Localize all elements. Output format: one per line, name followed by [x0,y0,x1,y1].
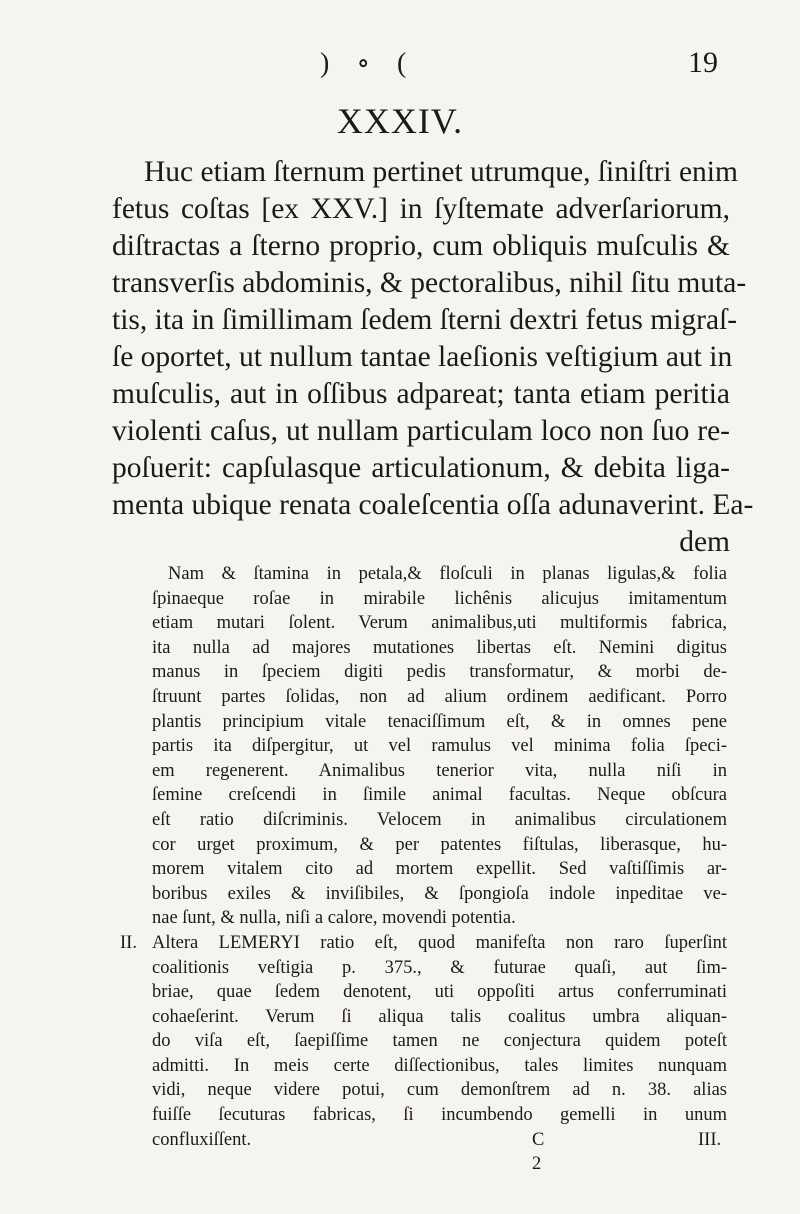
note-line: Altera LEMERYI ratio eſt, quod manifeſta non raro ſuperſint [152,932,727,953]
note-line: morem vitalem cito ad mortem expellit. Sed vaſtiſſimis ar- [152,859,727,880]
note-number: II. [120,932,137,953]
text-line: tis, ita in ſimillimam ſedem ſterni dextri fetus migraſ- [112,304,738,336]
text-line: ſe oportet, ut nullum tantae laeſionis veſtigium aut in [112,341,733,373]
note-line: ſemine creſcendi in ſimile animal facultas. Neque obſcura [152,785,727,806]
note-line: briae, quae ſedem denotent, uti oppoſiti artus conferruminati [152,982,727,1003]
note-line: confluxiſſent. [152,1129,252,1150]
note-line: Nam & ſtamina in petala,& floſculi in planas ligulas,& folia [168,564,727,584]
note-line: cohaeſerint. Verum ſi aliqua talis coalitus umbra aliquan- [152,1006,727,1027]
note-line: boribus exiles & inviſibiles, & ſpongioſa indole inpeditae ve- [152,883,727,904]
section-heading: XXXIV. [336,101,464,141]
note-line: ſtruunt partes ſolidas, non ad alium ordinem aedificant. Porro [152,686,727,707]
note-line: etiam mutari ſolent. Verum animalibus,uti multiformis fabrica, [152,613,727,634]
header-ornament: ) ∘ ( [320,48,417,79]
note-line: vidi, neque videre potui, cum demonſtrem ad n. 38. alias [152,1080,727,1101]
catchword: III. [698,1129,722,1150]
note-line: manus in ſpeciem digiti pedis transformatur, & morbi de- [152,662,727,683]
footnotes [120,562,727,1175]
page-header [0,46,800,86]
page-number: 19 [688,46,718,79]
main-paragraph [112,154,754,561]
note-line: ſpinaeque roſae in mirabile lichênis alicujus imitamentum [152,588,727,609]
note-line: eſt ratio diſcriminis. Velocem in animalibus circulationem [152,809,727,830]
note-item-2 [120,931,727,1175]
text-line: muſculis, aut in oſſibus adpareat; tanta etiam peritia [112,378,730,410]
text-line: menta ubique renata coaleſcentia oſſa adunaverint. Ea- [112,489,754,521]
text-line: violenti caſus, ut nullam particulam loco non ſuo re- [112,415,730,447]
note-line: fuiſſe ſecuturas fabricas, ſi incumbendo gemelli in unum [152,1105,727,1126]
final-line-row [152,1128,727,1175]
text-line: transverſis abdominis, & pectoralibus, nihil ſitu muta- [112,267,747,299]
note-line: admitti. In meis certe diſſectionibus, tales limites nunquam [152,1055,727,1076]
note-line: em regenerent. Animalibus tenerior vita, nulla niſi in [152,760,727,781]
text-line: fetus coſtas [ex XXV.] in ſyſtemate adverſariorum, [112,193,730,225]
note-line: plantis principium vitale tenaciſſimum eſt, & in omnes pene [152,711,727,732]
text-line: dem [679,526,730,558]
text-line: Huc etiam ſternum pertinet utrumque, ſiniſtri enim [144,156,738,188]
note-line: coalitionis veſtigia p. 375., & futurae quaſi, aut ſim- [152,957,727,978]
note-line: partis ita diſpergitur, ut vel ramulus vel minima folia ſpeci- [152,736,727,757]
signature-mark: C 2 [532,1129,545,1175]
note-line: cor urget proximum, & per patentes fiſtulas, liberasque, hu- [152,834,727,855]
text-line: poſuerit: capſulasque articulationum, & debita liga- [112,452,730,484]
text-line: diſtractas a ſterno proprio, cum obliquis muſculis & [112,230,730,262]
note-line: nae ſunt, & nulla, niſi a calore, movendi potentia. [152,908,516,929]
note-line: ita nulla ad majores mutationes libertas eſt. Nemini digitus [152,637,727,658]
note-line: do viſa eſt, ſaepiſſime tamen ne conjectura quidem poteſt [152,1031,727,1052]
